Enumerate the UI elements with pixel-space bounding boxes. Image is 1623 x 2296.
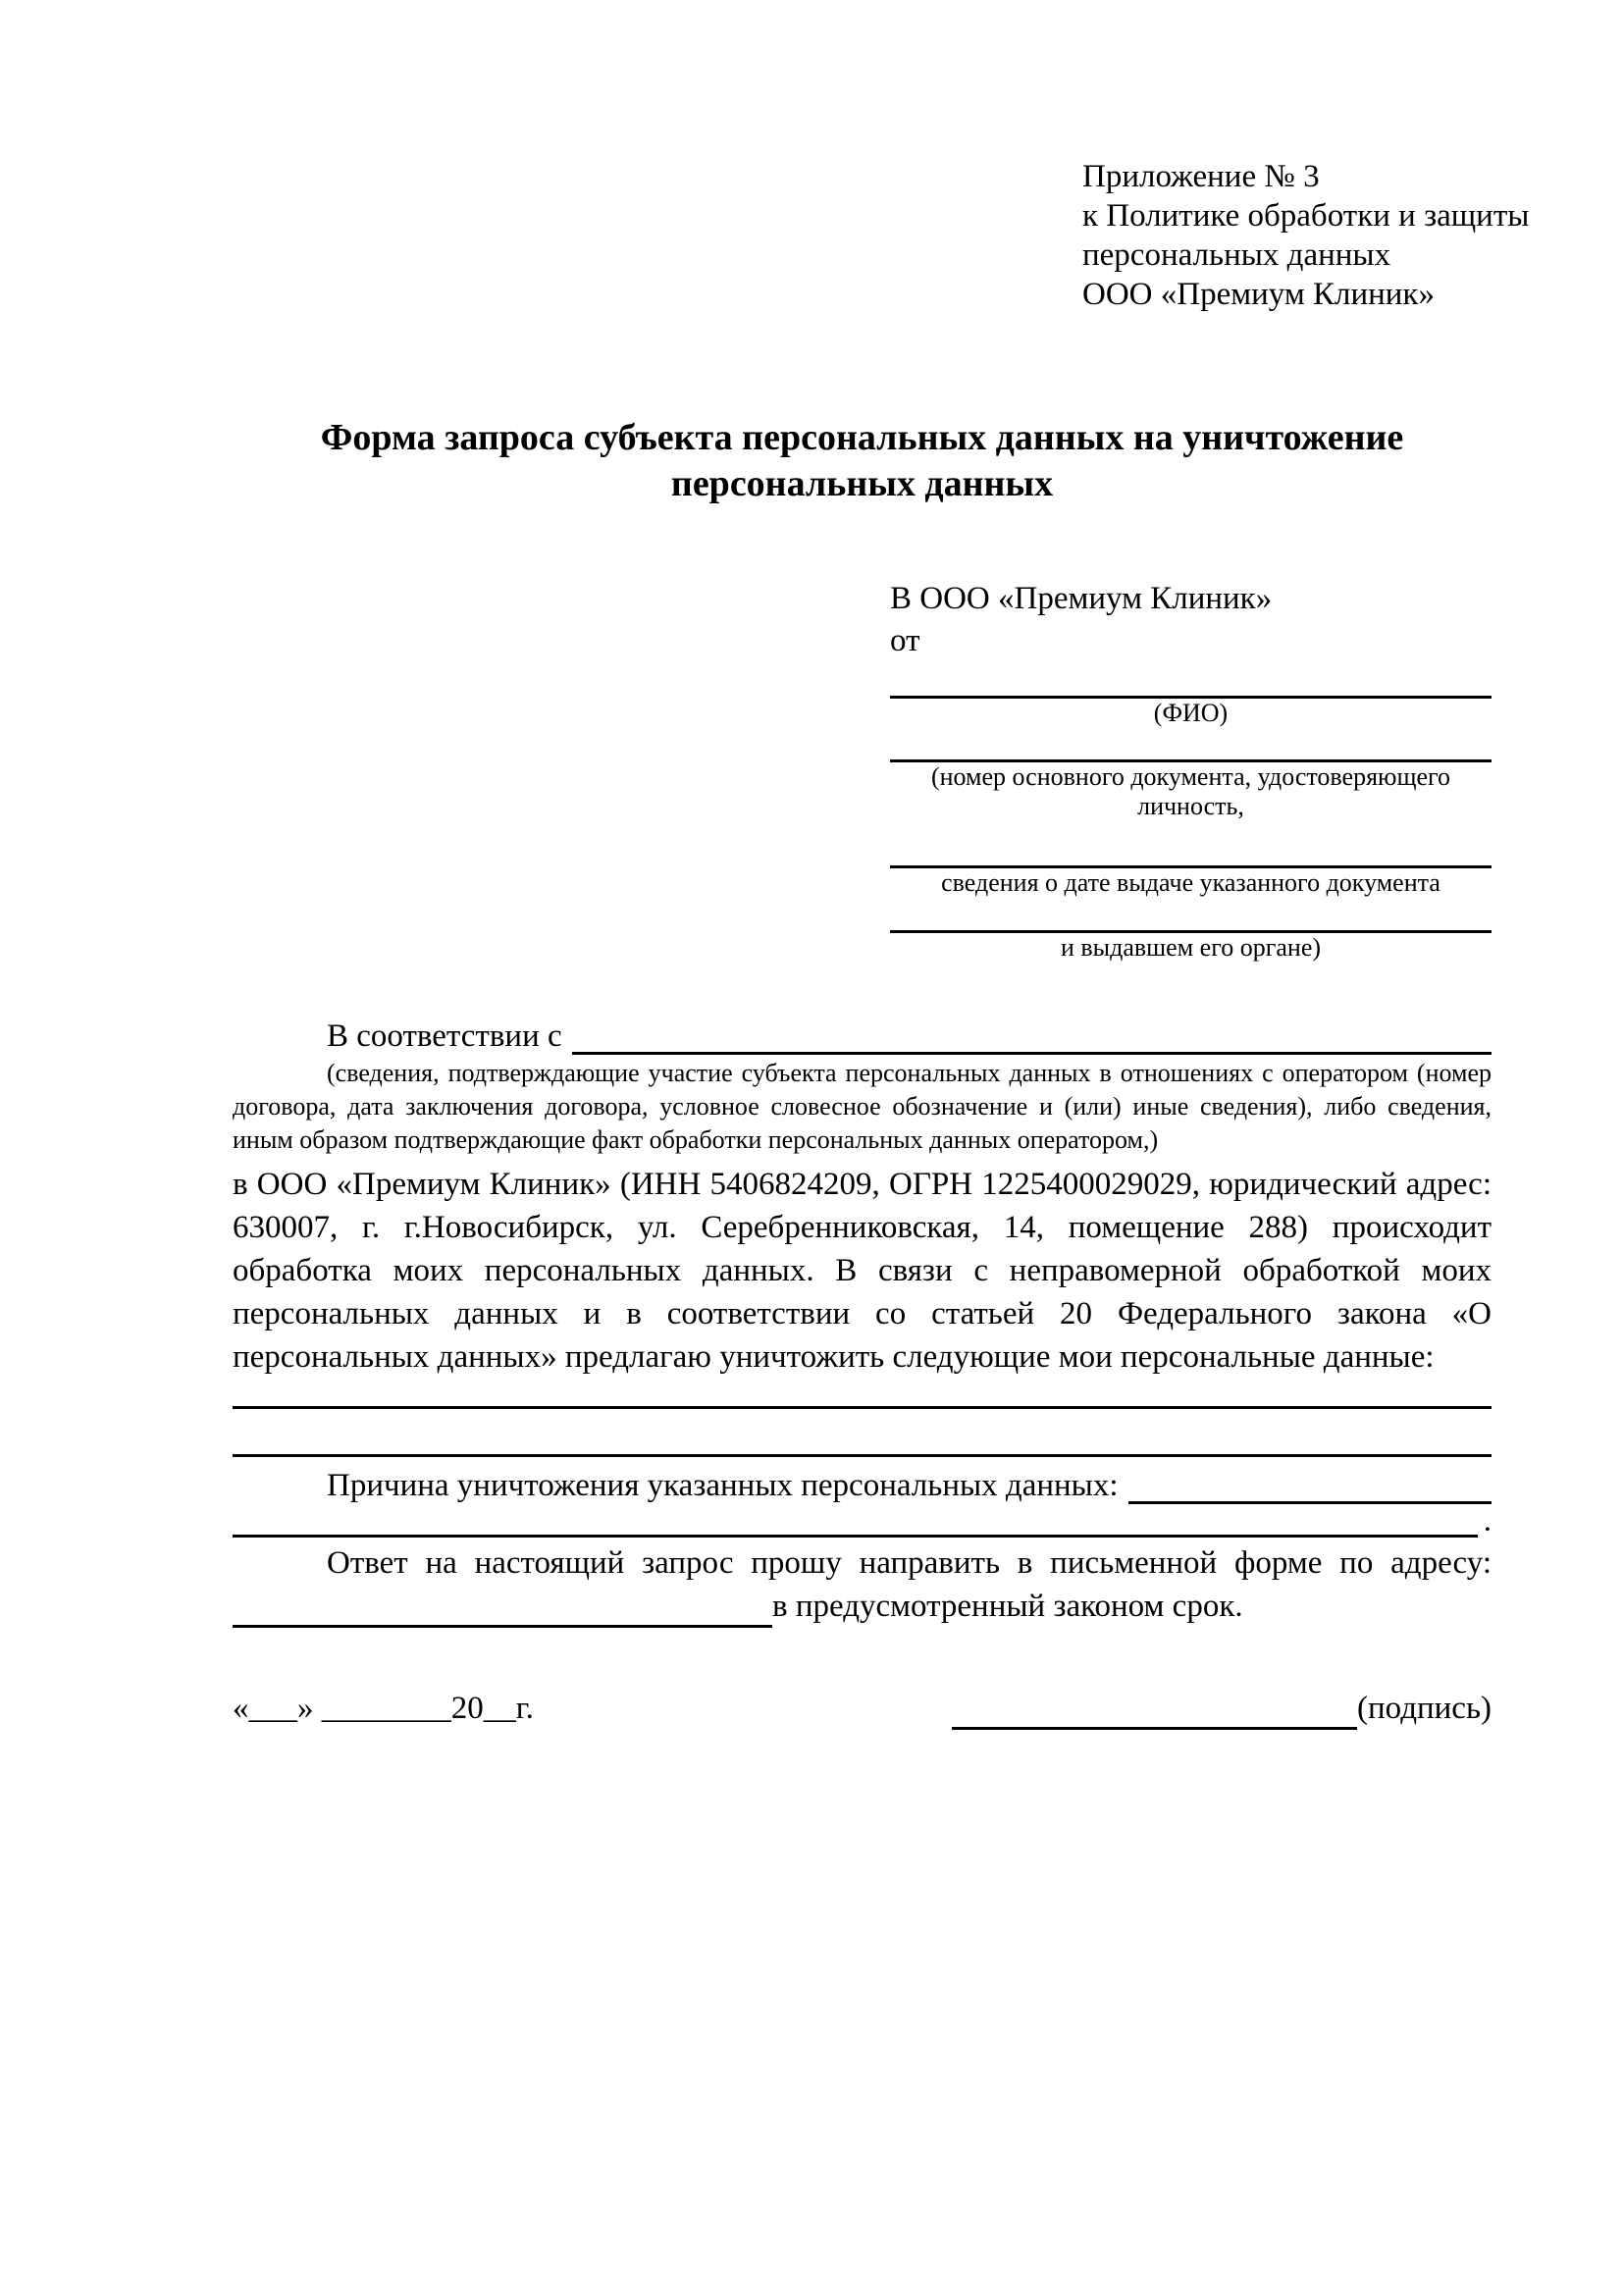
appendix-line: к Политике обработки и защиты: [1082, 198, 1530, 234]
accordance-note: (сведения, подтверждающие участие субъекта персональных данных в отношениях с оператором (номер договора, дата заключения договора, условное словесное обозначение и (или) иные сведения), либо сведения, иным образом подтверждающие факт обработки персональных данных оператором,): [233, 1059, 1492, 1154]
addressee-to: В ООО «Премиум Клиник»: [890, 581, 1273, 616]
appendix-line: ООО «Премиум Клиник»: [1082, 277, 1435, 312]
answer-paragraph: Ответ на настоящий запрос прошу направить в письменной форме по адресу:: [327, 1545, 1492, 1581]
reason-label: Причина уничтожения указанных персональных данных:: [327, 1468, 1119, 1503]
issue-date-field-caption: сведения о дате выдаче указанного документа: [941, 868, 1440, 897]
address-row: [233, 1585, 1492, 1628]
reason-row: [233, 1461, 1492, 1504]
address-field-line[interactable]: [233, 1625, 772, 1628]
footer-row: [233, 1685, 1492, 1730]
accordance-field-line[interactable]: [572, 1052, 1492, 1055]
reason-field-line[interactable]: [1128, 1501, 1492, 1504]
accordance-label: В соответствии с: [327, 1018, 562, 1054]
date-line: «___» ________20__г.: [233, 1691, 534, 1726]
page-title: Форма запроса субъекта персональных данных на уничтожение персональных данных: [320, 417, 1404, 504]
addressee-from-label: от: [890, 623, 920, 658]
appendix-line: Приложение № 3: [1082, 159, 1320, 194]
document-number-field-caption: (номер основного документа, удостоверяющего личность,: [930, 762, 1451, 820]
main-paragraph: в ООО «Премиум Клиник» (ИНН 5406824209, ОГРН 1225400029029, юридический адрес: 630007, г. г.Новосибирск, ул. Серебренниковская, 14, помещение 288) происходит обработка моих персональных данных. В связи с неправомерной обработкой моих персональных данных и в соответствии со статьей 20 Федерального закона «О персональных данных» предлагаю уничтожить следующие мои персональные данные:: [233, 1167, 1492, 1375]
appendix-header: [1082, 157, 1530, 314]
issuing-authority-field-caption: и выдавшем его органе): [1060, 933, 1322, 962]
fio-field-caption: (ФИО): [1153, 699, 1229, 727]
signature-caption: (подпись): [1357, 1691, 1492, 1726]
fio-field-line[interactable]: [890, 662, 1492, 699]
personal-data-field-line-2[interactable]: [233, 1409, 1492, 1457]
signature-group: [952, 1687, 1492, 1730]
issuing-authority-field-line[interactable]: [890, 898, 1492, 933]
document-number-field-line[interactable]: [890, 728, 1492, 762]
appendix-line: персональных данных: [1082, 237, 1391, 273]
reason-continuation-row: [233, 1504, 1492, 1538]
answer-tail-text: в предусмотренный законом срок.: [772, 1589, 1243, 1624]
reason-field-line-2[interactable]: [233, 1535, 1478, 1538]
sentence-period: .: [1483, 1503, 1492, 1539]
issue-date-field-line[interactable]: [890, 821, 1492, 868]
personal-data-field-line-1[interactable]: [233, 1379, 1492, 1409]
accordance-row: [233, 1012, 1492, 1055]
addressee-block: [890, 578, 1492, 963]
signature-field-line[interactable]: [952, 1727, 1357, 1730]
